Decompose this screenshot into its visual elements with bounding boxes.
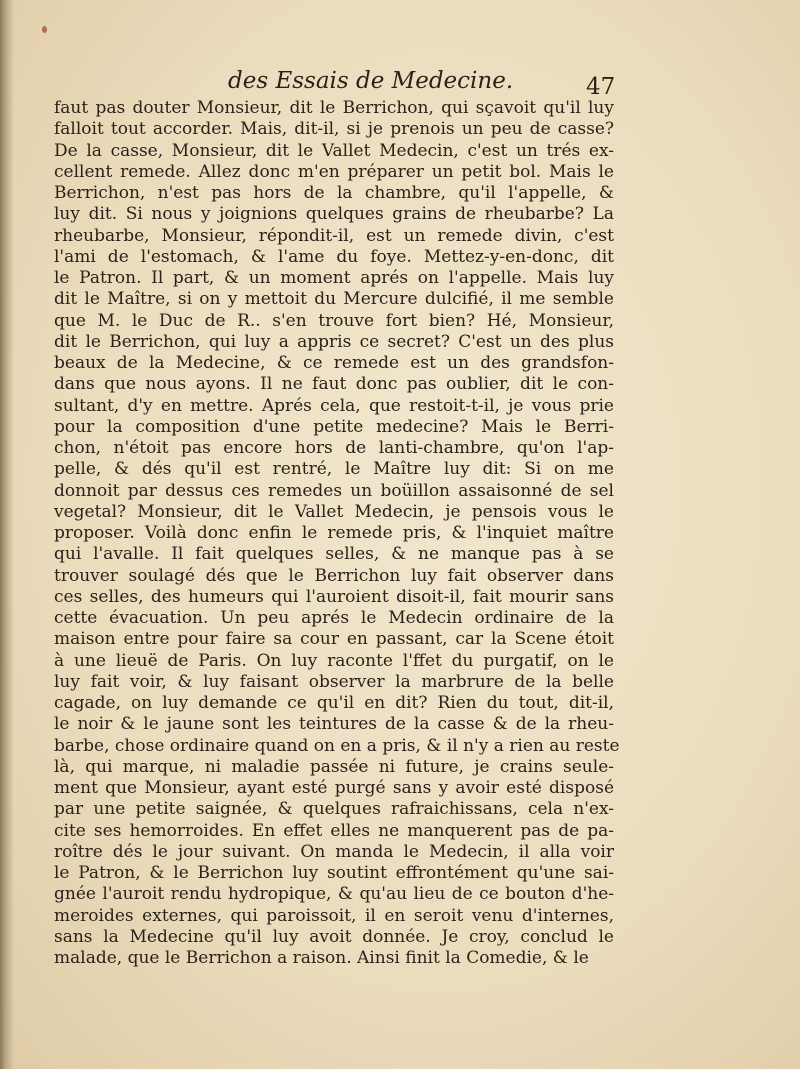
text-line: là, qui marque, ni maladie passée ni future, je crains seule- [54,756,614,777]
text-line: pour la composition d'une petite medecine? Mais le Berri- [54,416,614,437]
text-line: proposer. Voilà donc enfin le remede pris, & l'inquiet maître [54,523,614,543]
text-line: trouver soulagé dés que le Berrichon luy fait observer dans [54,565,614,586]
text-line: rheubarbe, Monsieur, répondit-il, est un remede divin, c'est [54,225,614,246]
body-text [54,98,620,969]
text-line: falloit tout accorder. Mais, dit-il, si je prenois un peu de casse? [54,119,614,140]
text-line: beaux de la Medecine, & ce remede est un des grandsfon- [54,353,614,373]
running-head: des Essais de Medecine. [228,68,514,94]
text-line: De la casse, Monsieur, dit le Vallet Medecin, c'est un trés ex- [54,140,614,161]
text-line: le noir & le jaune sont les teintures de la casse & de la rheu- [54,714,614,735]
text-line: faut pas douter Monsieur, dit le Berrichon, qui sçavoit qu'il luy [54,98,614,118]
text-line: luy dit. Si nous y joignions quelques grains de rheubarbe? La [54,204,614,225]
text-line: le Patron, & le Berrichon luy soutint effrontément qu'une sai- [54,863,614,883]
text-line: meroides externes, qui paroissoit, il en seroit venu d'internes, [54,905,614,926]
text-line: que M. le Duc de R.. s'en trouve fort bien? Hé, Monsieur, [54,310,614,331]
text-line: Berrichon, n'est pas hors de la chambre, qu'il l'appelle, & [54,183,614,203]
text-line: chon, n'étoit pas encore hors de lanti-chambre, qu'on l'ap- [54,438,614,458]
binding-gutter [0,0,14,1069]
text-line: malade, que le Berrichon a raison. Ainsi finit la Comedie, & le [54,948,589,968]
text-line: barbe, chose ordinaire quand on en a pris, & il n'y a rien au reste [54,735,620,756]
text-line: cite ses hemorroides. En effet elles ne manquerent pas de pa- [54,820,614,841]
text-line: ment que Monsieur, ayant esté purgé sans y avoir esté disposé [54,778,614,798]
text-line: dit le Maître, si on y mettoit du Mercure dulcifié, il me semble [54,289,614,310]
text-line: ces selles, des humeurs qui l'auroient disoit-il, fait mourir sans [54,586,614,607]
text-line: donnoit par dessus ces remedes un boüillon assaisonné de sel [54,480,614,501]
text-line: pelle, & dés qu'il est rentré, le Maître luy dit: Si on me [54,459,614,480]
text-line: l'ami de l'estomach, & l'ame du foye. Mettez-y-en-donc, dit [54,246,614,267]
ink-spot [42,26,47,33]
text-line: vegetal? Monsieur, dit le Vallet Medecin, je pensois vous le [54,501,614,522]
text-line: dit le Berrichon, qui luy a appris ce secret? C'est un des plus [54,331,614,352]
text-line: qui l'avalle. Il fait quelques selles, & ne manque pas à se [54,544,614,565]
text-line: dans que nous ayons. Il ne faut donc pas oublier, dit le con- [54,374,614,395]
text-line: cette évacuation. Un peu aprés le Medecin ordinaire de la [54,608,614,628]
text-line: cellent remede. Allez donc m'en préparer un petit bol. Mais le [54,161,614,182]
text-line: par une petite saignée, & quelques rafraichissans, cela n'ex- [54,799,614,820]
text-line: à une lieuë de Paris. On luy raconte l'ffet du purgatif, on le [54,650,614,671]
text-line: le Patron. Il part, & un moment aprés on l'appelle. Mais luy [54,268,614,288]
page-number: 47 [586,74,616,100]
text-line: roître dés le jour suivant. On manda le Medecin, il alla voir [54,841,614,862]
text-line: gnée l'auroit rendu hydropique, & qu'au lieu de ce bouton d'he- [54,884,614,905]
text-line: maison entre pour faire sa cour en passant, car la Scene étoit [54,629,614,650]
text-line: sans la Medecine qu'il luy avoit donnée. Je croy, conclud le [54,926,614,947]
text-line: sultant, d'y en mettre. Aprés cela, que restoit-t-il, je vous prie [54,395,614,416]
text-line: luy fait voir, & luy faisant observer la marbrure de la belle [54,671,614,692]
text-line: cagade, on luy demande ce qu'il en dit? Rien du tout, dit-il, [54,693,614,713]
